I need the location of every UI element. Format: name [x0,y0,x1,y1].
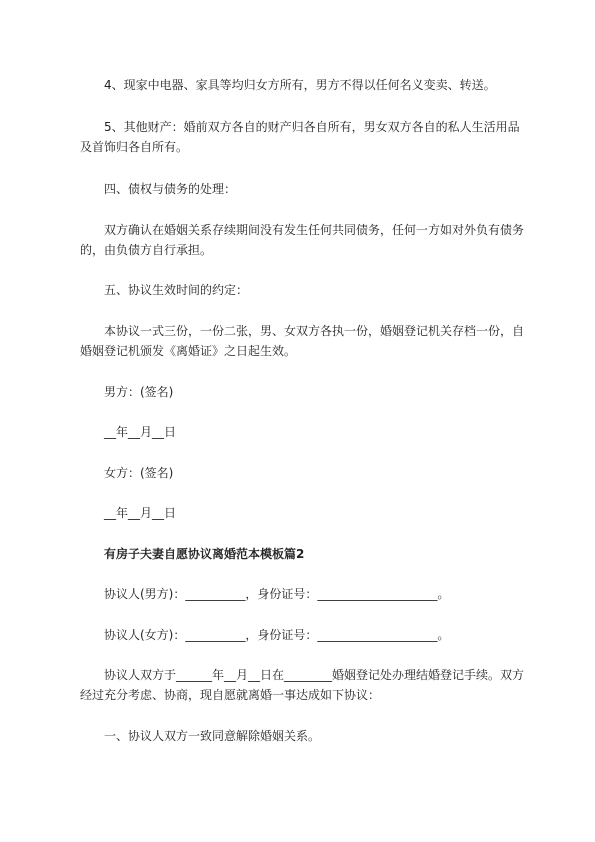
section-4-heading: 四、债权与债务的处理： [104,182,237,196]
clause-5-other-property-line1: 5、其他财产：婚前双方各自的财产归各自所有，男女双方各自的私人生活用品 [104,120,520,134]
section-5-heading: 五、协议生效时间的约定： [104,283,249,297]
registration-paragraph-line2: 经过充分考虑、协商，现自愿就离婚一事达成如下协议： [80,688,381,702]
debt-paragraph-line1: 双方确认在婚姻关系存续期间没有发生任何共同债务，任何一方如对外负有债务 [104,223,525,237]
effective-paragraph-line1: 本协议一式三份，一份二张，男、女双方各执一份，婚姻登记机关存档一份，自 [104,324,525,338]
male-date-line: __年__月__日 [104,425,177,439]
male-signature-line: 男方：(签名) [104,385,174,399]
male-party-line: 协议人(男方)：__________，身份证号：____________________。 [104,587,450,601]
female-signature-line: 女方：(签名) [104,466,174,480]
section-title: 有房子夫妻自愿协议离婚范本模板篇2 [104,547,305,561]
female-party-line: 协议人(女方)：__________，身份证号：____________________。 [104,628,450,642]
article-1-line: 一、协议人双方一致同意解除婚姻关系。 [104,729,321,743]
debt-paragraph-line2: 的，由负债方自行承担。 [80,243,213,257]
clause-5-other-property-line2: 及首饰归各自所有。 [80,140,189,154]
clause-4-appliances: 4、现家中电器、家具等均归女方所有，男方不得以任何名义变卖、转送。 [104,78,496,92]
female-date-line: __年__月__日 [104,506,177,520]
registration-paragraph-line1: 协议人双方于______年__月__日在________婚姻登记处办理结婚登记手续。双方 [104,668,525,682]
effective-paragraph-line2: 婚姻登记机颁发《离婚证》之日起生效。 [80,344,297,358]
